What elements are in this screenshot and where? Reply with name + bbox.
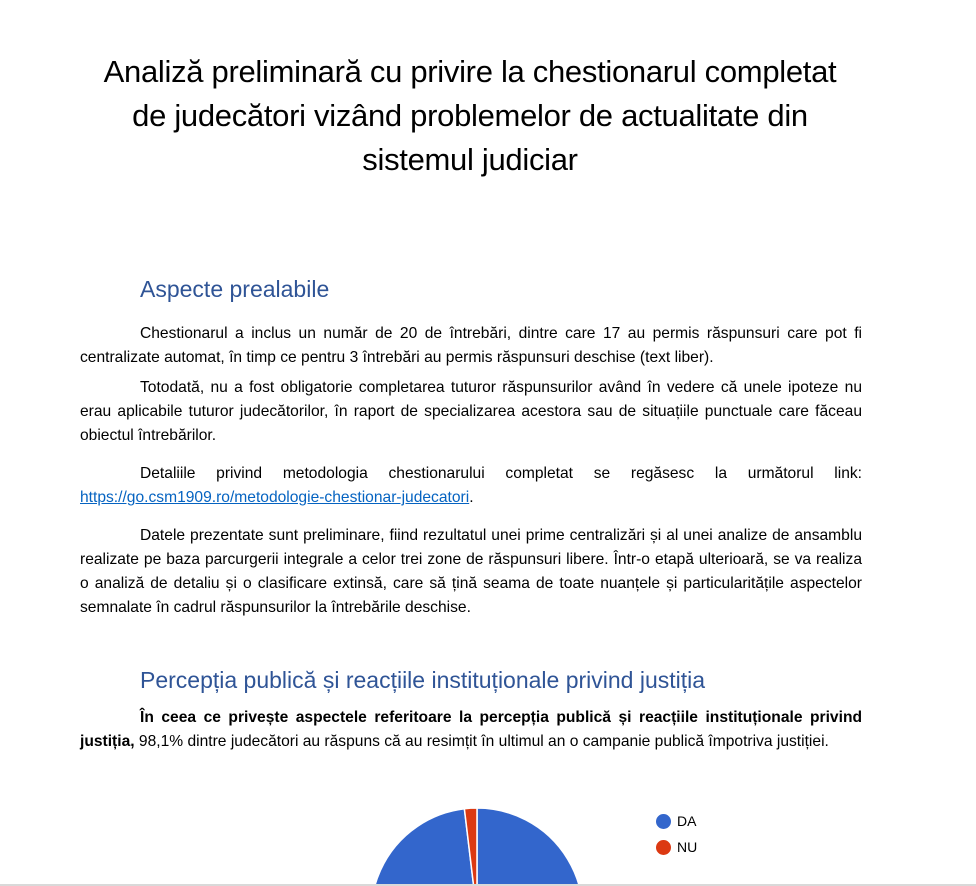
legend-label-da: DA (677, 813, 697, 829)
title-line-1: Analiză preliminară cu privire la chestionarul completat (103, 54, 837, 89)
legend-dot-nu (656, 840, 671, 855)
section-heading-aspecte: Aspecte prealabile (140, 276, 330, 302)
document-title (80, 50, 860, 182)
paragraph-questionnaire: Chestionarul a inclus un număr de 20 de întrebări, dintre care 17 au permis răspunsuri care pot fi centralizate automat, în timp ce pentru 3 întrebări au permis răspunsuri deschise (text liber). (80, 325, 862, 366)
paragraph-methodology (80, 462, 862, 510)
paragraph-result-text: 98,1% dintre judecători au răspuns că au resimțit în ultimul an o campanie publică împotriva justiției. (134, 733, 829, 750)
methodology-link[interactable]: https://go.csm1909.ro/metodologie-chestionar-judecatori (80, 489, 470, 506)
title-line-2: de judecători vizând problemelor de actualitate din (132, 98, 808, 133)
chart-legend (656, 808, 697, 860)
methodology-text: Detaliile privind metodologia chestionarului completat se regăsesc la următorul link: (140, 465, 862, 482)
legend-label-nu: NU (677, 839, 698, 855)
pie-chart (0, 800, 976, 886)
paragraph-preliminary-data: Datele prezentate sunt preliminare, fiind rezultatul unei prime centralizări și al unei analize de ansamblu realizate pe baza parcurgerii integrale a celor trei zone de răspunsuri libere. Într-o etapă ulterioară, se va realiza o analiză de detaliu și o clasificare extinsă, care să țină seama de toate nuanțele și particularitățile aspectelor semnalate în cadrul răspunsurilor la întrebările deschise. (80, 527, 862, 616)
legend-item-da (656, 808, 697, 834)
paragraph-bold-lead: În ceea ce privește aspectele referitoare la percepția publică și reacțiile instituționale privind justiția, (80, 709, 862, 750)
paragraph-optional-answers: Totodată, nu a fost obligatorie completarea tuturor răspunsurilor având în vedere că unele ipoteze nu erau aplicabile tuturor judecătorilor, în raport de specializarea acestora sau de situațiile punctuale care făceau obiectul întrebărilor. (80, 379, 862, 444)
legend-dot-da (656, 814, 671, 829)
section-heading-perceptia: Percepția publică și reacțiile instituționale privind justiția (140, 667, 706, 693)
title-line-3: sistemul judiciar (362, 142, 578, 177)
paragraph-public-perception (80, 706, 862, 754)
legend-item-nu (656, 834, 697, 860)
methodology-end: . (469, 489, 474, 506)
